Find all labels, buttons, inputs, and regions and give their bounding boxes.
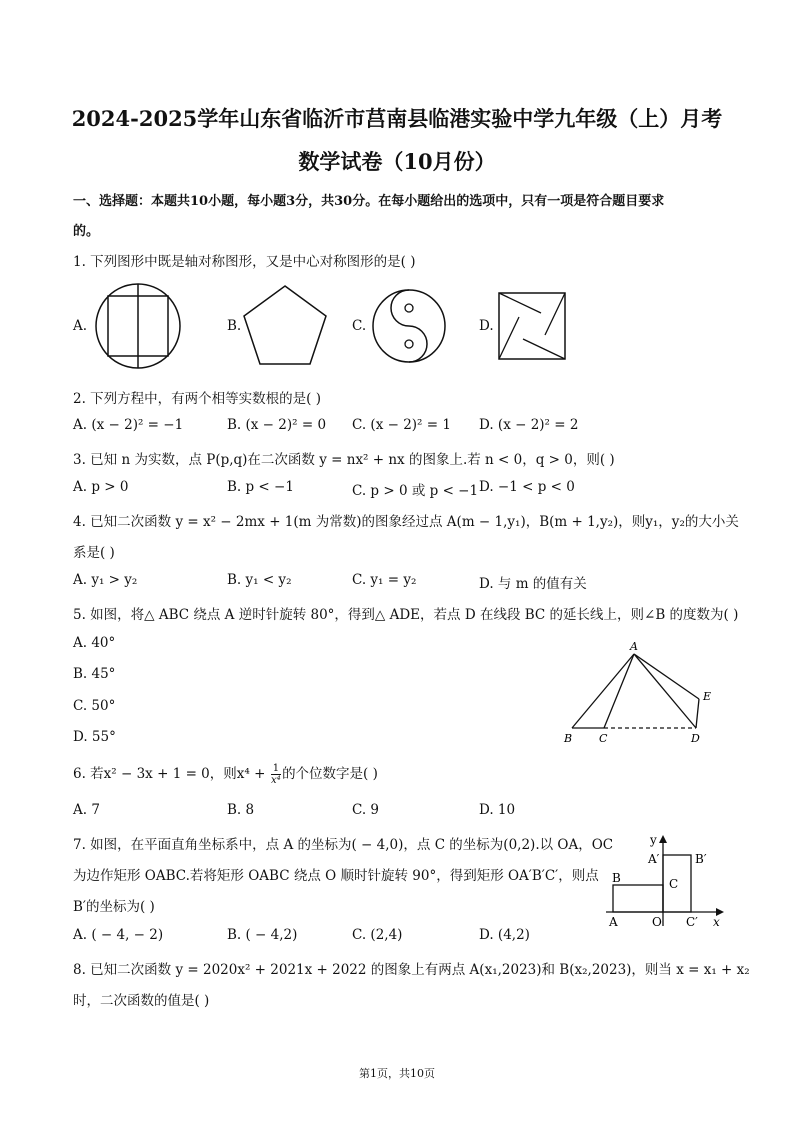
section-heading: 一、选择题：本题共10小题，每小题3分，共30分。在每小题给出的选项中，只有一项是符合题目要求 [73,194,665,209]
q2-option-c: C. (x − 2)² = 1 [352,417,451,433]
q1-label-b: B. [227,318,242,334]
q8-stem: 8. 已知二次函数 y = 2020x² + 2021x + 2022 的图象上有两点 A(x₁,2023)和 B(x₂,2023)，则当 x = x₁ + x₂ [73,962,750,978]
q6-stem-post: 的个位数字是( ) [282,766,378,782]
q5-option-a: A. 40° [73,635,116,651]
q6-fraction [271,763,281,786]
q5-label-c: C [599,732,608,745]
q5-stem: 5. 如图，将△ ABC 绕点 A 逆时针旋转 80°，得到△ ADE，若点 D 在线段 BC 的延长线上，则∠B 的度数为( ) [73,607,739,623]
q6-option-a: A. 7 [73,802,100,818]
q7-label-x: x [713,915,720,929]
q1-stem: 1. 下列图形中既是轴对称图形，又是中心对称图形的是( ) [73,254,416,270]
q1-figure-c [371,288,447,364]
q7-stem-cont: 为边作矩形 OABC.若将矩形 OABC 绕点 O 顺时针旋转 90°，得到矩形 OA′B′C′，则点 [73,868,599,884]
q7-option-a: A. ( − 4, − 2) [73,927,164,943]
q7-label-a-prime: A′ [648,852,660,866]
q5-option-b: B. 45° [73,666,116,682]
q7-label-o: O [652,915,662,929]
q6-option-c: C. 9 [352,802,380,818]
title-line-2: 数学试卷（10月份） [298,149,496,174]
q6-frac-den: x⁴ [271,775,281,786]
q4-option-d: D. 与 m 的值有关 [479,576,587,592]
q7-label-y: y [650,833,657,847]
q8-stem-cont: 时，二次函数的值是( ) [73,993,210,1009]
q2-option-d: D. (x − 2)² = 2 [479,417,579,433]
q5-option-c: C. 50° [73,698,116,714]
page-footer: 第1页，共10页 [359,1067,435,1080]
q1-figure-b [240,283,330,369]
q6-frac-num: 1 [272,763,280,774]
q1-figure-a [90,283,186,369]
q2-stem: 2. 下列方程中，有两个相等实数根的是( ) [73,391,321,407]
q2-option-b: B. (x − 2)² = 0 [227,417,327,433]
q7-option-c: C. (2,4) [352,927,403,943]
q3-option-b: B. p < −1 [227,479,294,495]
q6-stem-pre: 6. 若x² − 3x + 1 = 0，则x⁴ + [73,766,270,782]
q1-figure-d [497,291,569,363]
q5-label-a: A [630,640,638,653]
q6-option-d: D. 10 [479,802,516,818]
q4-stem: 4. 已知二次函数 y = x² − 2mx + 1(m 为常数)的图象经过点 A(m − 1,y₁)，B(m + 1,y₂)，则y₁，y₂的大小关 [73,514,739,530]
q6-option-b: B. 8 [227,802,255,818]
q3-option-a: A. p > 0 [73,479,129,495]
q5-label-b: B [564,732,573,745]
q2-option-a: A. (x − 2)² = −1 [73,417,184,433]
q4-option-c: C. y₁ = y₂ [352,572,417,588]
q7-option-d: D. (4,2) [479,927,530,943]
q7-option-b: B. ( − 4,2) [227,927,298,943]
q6-stem [73,762,378,786]
q1-label-c: C. [352,318,367,334]
q7-stem: 7. 如图，在平面直角坐标系中，点 A 的坐标为( − 4,0)，点 C 的坐标为(0,2).以 OA，OC [73,837,614,853]
q7-coordinate-figure [600,828,730,930]
q7-label-c-prime: C′ [686,915,698,929]
q7-label-b-prime: B′ [695,852,707,866]
q1-label-a: A. [73,318,88,334]
q7-label-a: A [609,915,618,929]
q7-stem-cont2: B′的坐标为( ) [73,899,155,915]
q4-option-b: B. y₁ < y₂ [227,572,292,588]
q5-label-d: D [691,732,700,745]
q1-label-d: D. [479,318,494,334]
q5-triangle-figure [560,636,720,748]
q4-stem-cont: 系是( ) [73,545,115,561]
title-line-1: 2024-2025学年山东省临沂市莒南县临港实验中学九年级（上）月考 [71,106,723,131]
q3-stem: 3. 已知 n 为实数，点 P(p,q)在二次函数 y = nx² + nx 的图象上.若 n < 0，q > 0，则( ) [73,452,615,468]
section-heading-cont: 的。 [73,224,100,239]
q7-label-b: B [612,871,621,885]
q5-option-d: D. 55° [73,729,116,745]
q3-option-c: C. p > 0 或 p < −1 [352,483,479,499]
q4-option-a: A. y₁ > y₂ [73,572,138,588]
q3-option-d: D. −1 < p < 0 [479,479,575,495]
q5-label-e: E [703,690,712,703]
q7-label-c: C [669,877,679,891]
